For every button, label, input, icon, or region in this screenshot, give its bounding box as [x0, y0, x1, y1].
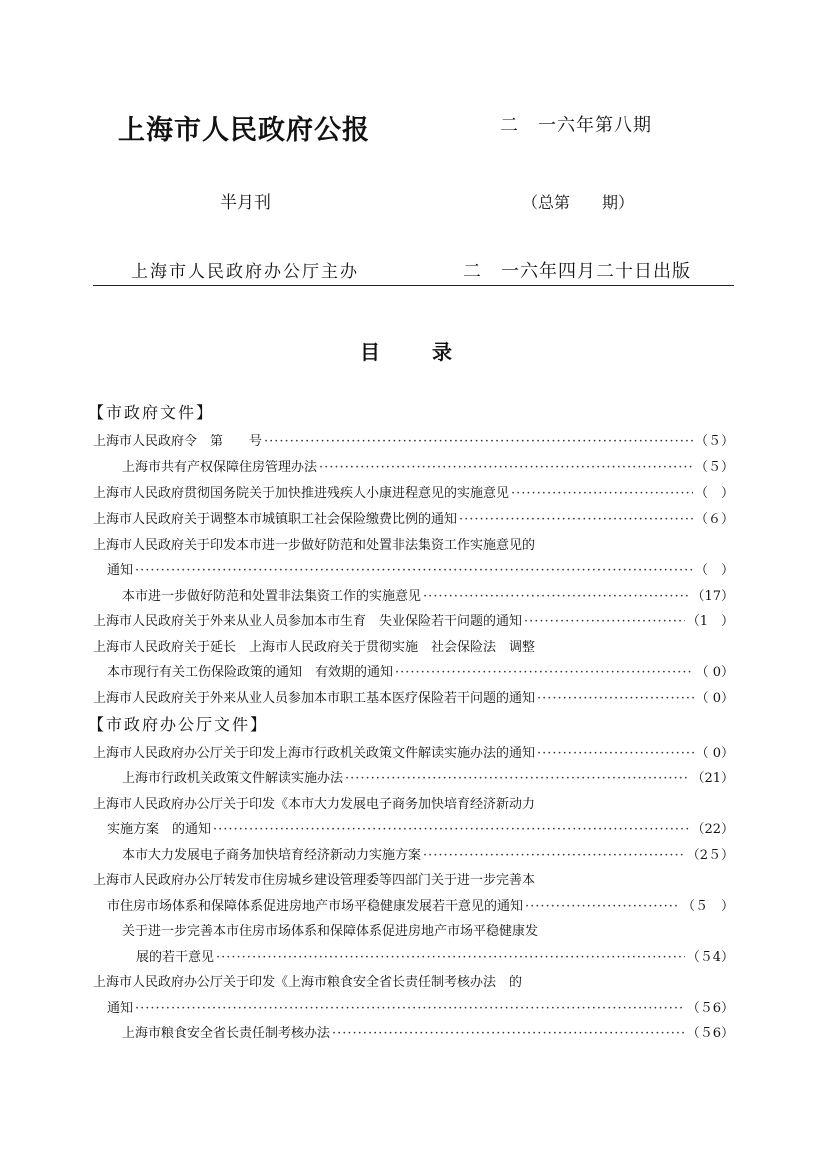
issue-number: 二 一六年第八期	[500, 115, 652, 136]
toc-entry[interactable]	[93, 687, 734, 705]
total-issue: （总第 期）	[522, 193, 635, 212]
section-heading: 【市政府文件】	[88, 403, 215, 422]
toc-entry-title[interactable]: 上海市人民政府关于延长 上海市人民政府关于贯彻实施 社会保险法 调整	[93, 640, 536, 655]
publication-date: 二 一六年四月二十日出版	[463, 261, 691, 282]
toc-entry-title: 通知	[107, 1001, 134, 1016]
dot-leader	[525, 899, 680, 914]
toc-entry-page: （22）	[691, 822, 734, 837]
dot-leader	[345, 771, 689, 786]
toc-entry-page: （ 0）	[695, 691, 734, 706]
toc-entry[interactable]	[93, 482, 734, 500]
toc-entry[interactable]	[136, 946, 734, 964]
toc-entry-title: 上海市人民政府贯彻国务院关于加快推进残疾人小康进程意见的实施意见	[93, 486, 510, 501]
toc-entry-title: 上海市人民政府关于调整本市城镇职工社会保险缴费比例的通知	[93, 512, 458, 527]
gazette-title: 上海市人民政府公报	[118, 115, 370, 146]
toc-entry[interactable]	[107, 818, 734, 836]
toc-entry-page: （５4）	[686, 950, 734, 965]
toc-entry-page: （ ）	[694, 486, 734, 501]
toc-entry-page: （1 ）	[686, 614, 734, 629]
toc-entry-page: （21）	[691, 771, 734, 786]
toc-entry-title: 实施方案 的通知	[107, 822, 212, 837]
toc-entry-page: （ 0）	[695, 665, 734, 680]
dot-leader	[423, 848, 685, 863]
toc-entry-page: （５6）	[686, 1026, 734, 1041]
dot-leader	[135, 563, 693, 578]
toc-entry-title: 上海市共有产权保障住房管理办法	[122, 460, 318, 475]
toc-entry-page: （５ ）	[681, 899, 734, 914]
toc-entry-page: （ 0）	[695, 746, 734, 761]
toc-entry-page: （2５）	[686, 848, 734, 863]
section-heading: 【市政府办公厅文件】	[88, 715, 269, 734]
toc-entry-title[interactable]: 关于进一步完善本市住房市场体系和保障体系促进房地产市场平稳健康发	[122, 924, 539, 939]
toc-entry-title: 本市现行有关工伤保险政策的通知 有效期的通知	[107, 665, 394, 680]
dot-leader	[423, 589, 689, 604]
toc-entry-title: 展的若干意见	[136, 950, 215, 965]
dot-leader	[332, 1026, 685, 1041]
toc-entry-title: 本市大力发展电子商务加快培育经济新动力实施方案	[122, 848, 422, 863]
toc-entry-page: （５）	[694, 434, 734, 449]
dot-leader	[213, 822, 689, 837]
toc-entry-title: 本市进一步做好防范和处置非法集资工作的实施意见	[122, 589, 422, 604]
toc-entry-title[interactable]: 上海市人民政府办公厅关于印发《本市大力发展电子商务加快培育经济新动力	[93, 797, 536, 812]
dot-leader	[524, 614, 685, 629]
toc-entry[interactable]	[107, 559, 734, 577]
sponsor-line: 上海市人民政府办公厅主办	[131, 262, 359, 282]
toc-entry[interactable]	[122, 844, 734, 862]
toc-entry[interactable]	[122, 456, 734, 474]
toc-entry-page: （６）	[694, 512, 734, 527]
dot-leader	[537, 746, 694, 761]
toc-entry-title[interactable]: 上海市人民政府关于印发本市进一步做好防范和处置非法集资工作实施意见的	[93, 538, 536, 553]
toc-entry-title: 上海市人民政府关于外来从业人员参加本市职工基本医疗保险若干问题的通知	[93, 691, 536, 706]
toc-entry-title: 上海市行政机关政策文件解读实施办法	[122, 771, 344, 786]
dot-leader	[459, 512, 693, 527]
toc-entry[interactable]	[122, 1022, 734, 1040]
toc-entry-title: 上海市人民政府令 第 号	[93, 434, 263, 449]
toc-entry[interactable]	[107, 997, 734, 1015]
toc-entry[interactable]	[93, 610, 734, 628]
toc-entry-title: 通知	[107, 563, 134, 578]
toc-entry[interactable]	[107, 895, 734, 913]
header-divider	[93, 285, 734, 286]
dot-leader	[511, 486, 693, 501]
toc-entry-page: （ ）	[694, 563, 734, 578]
toc-entry-title: 上海市人民政府办公厅关于印发上海市行政机关政策文件解读实施办法的通知	[93, 746, 536, 761]
toc-entry[interactable]	[93, 508, 734, 526]
toc-entry-title[interactable]: 上海市人民政府办公厅关于印发《上海市粮食安全省长责任制考核办法 的	[93, 975, 523, 990]
dot-leader	[395, 665, 694, 680]
toc-entry-title: 市住房市场体系和保障体系促进房地产市场平稳健康发展若干意见的通知	[107, 899, 524, 914]
frequency-label: 半月刊	[220, 193, 271, 213]
toc-entry[interactable]	[107, 661, 734, 679]
dot-leader	[319, 460, 693, 475]
toc-entry[interactable]	[122, 767, 734, 785]
dot-leader	[135, 1001, 685, 1016]
toc-entry[interactable]	[122, 585, 734, 603]
toc-entry[interactable]	[93, 742, 734, 760]
dot-leader	[216, 950, 685, 965]
toc-entry-title[interactable]: 上海市人民政府办公厅转发市住房城乡建设管理委等四部门关于进一步完善本	[93, 873, 536, 888]
toc-entry-page: （17）	[691, 589, 734, 604]
toc-heading: 目录	[360, 340, 504, 364]
toc-entry-title: 上海市粮食安全省长责任制考核办法	[122, 1026, 331, 1041]
dot-leader	[537, 691, 694, 706]
toc-entry-page: （５6）	[686, 1001, 734, 1016]
toc-entry[interactable]	[93, 430, 734, 448]
toc-entry-title: 上海市人民政府关于外来从业人员参加本市生育 失业保险若干问题的通知	[93, 614, 523, 629]
toc-entry-page: （５）	[694, 460, 734, 475]
dot-leader	[264, 434, 693, 449]
